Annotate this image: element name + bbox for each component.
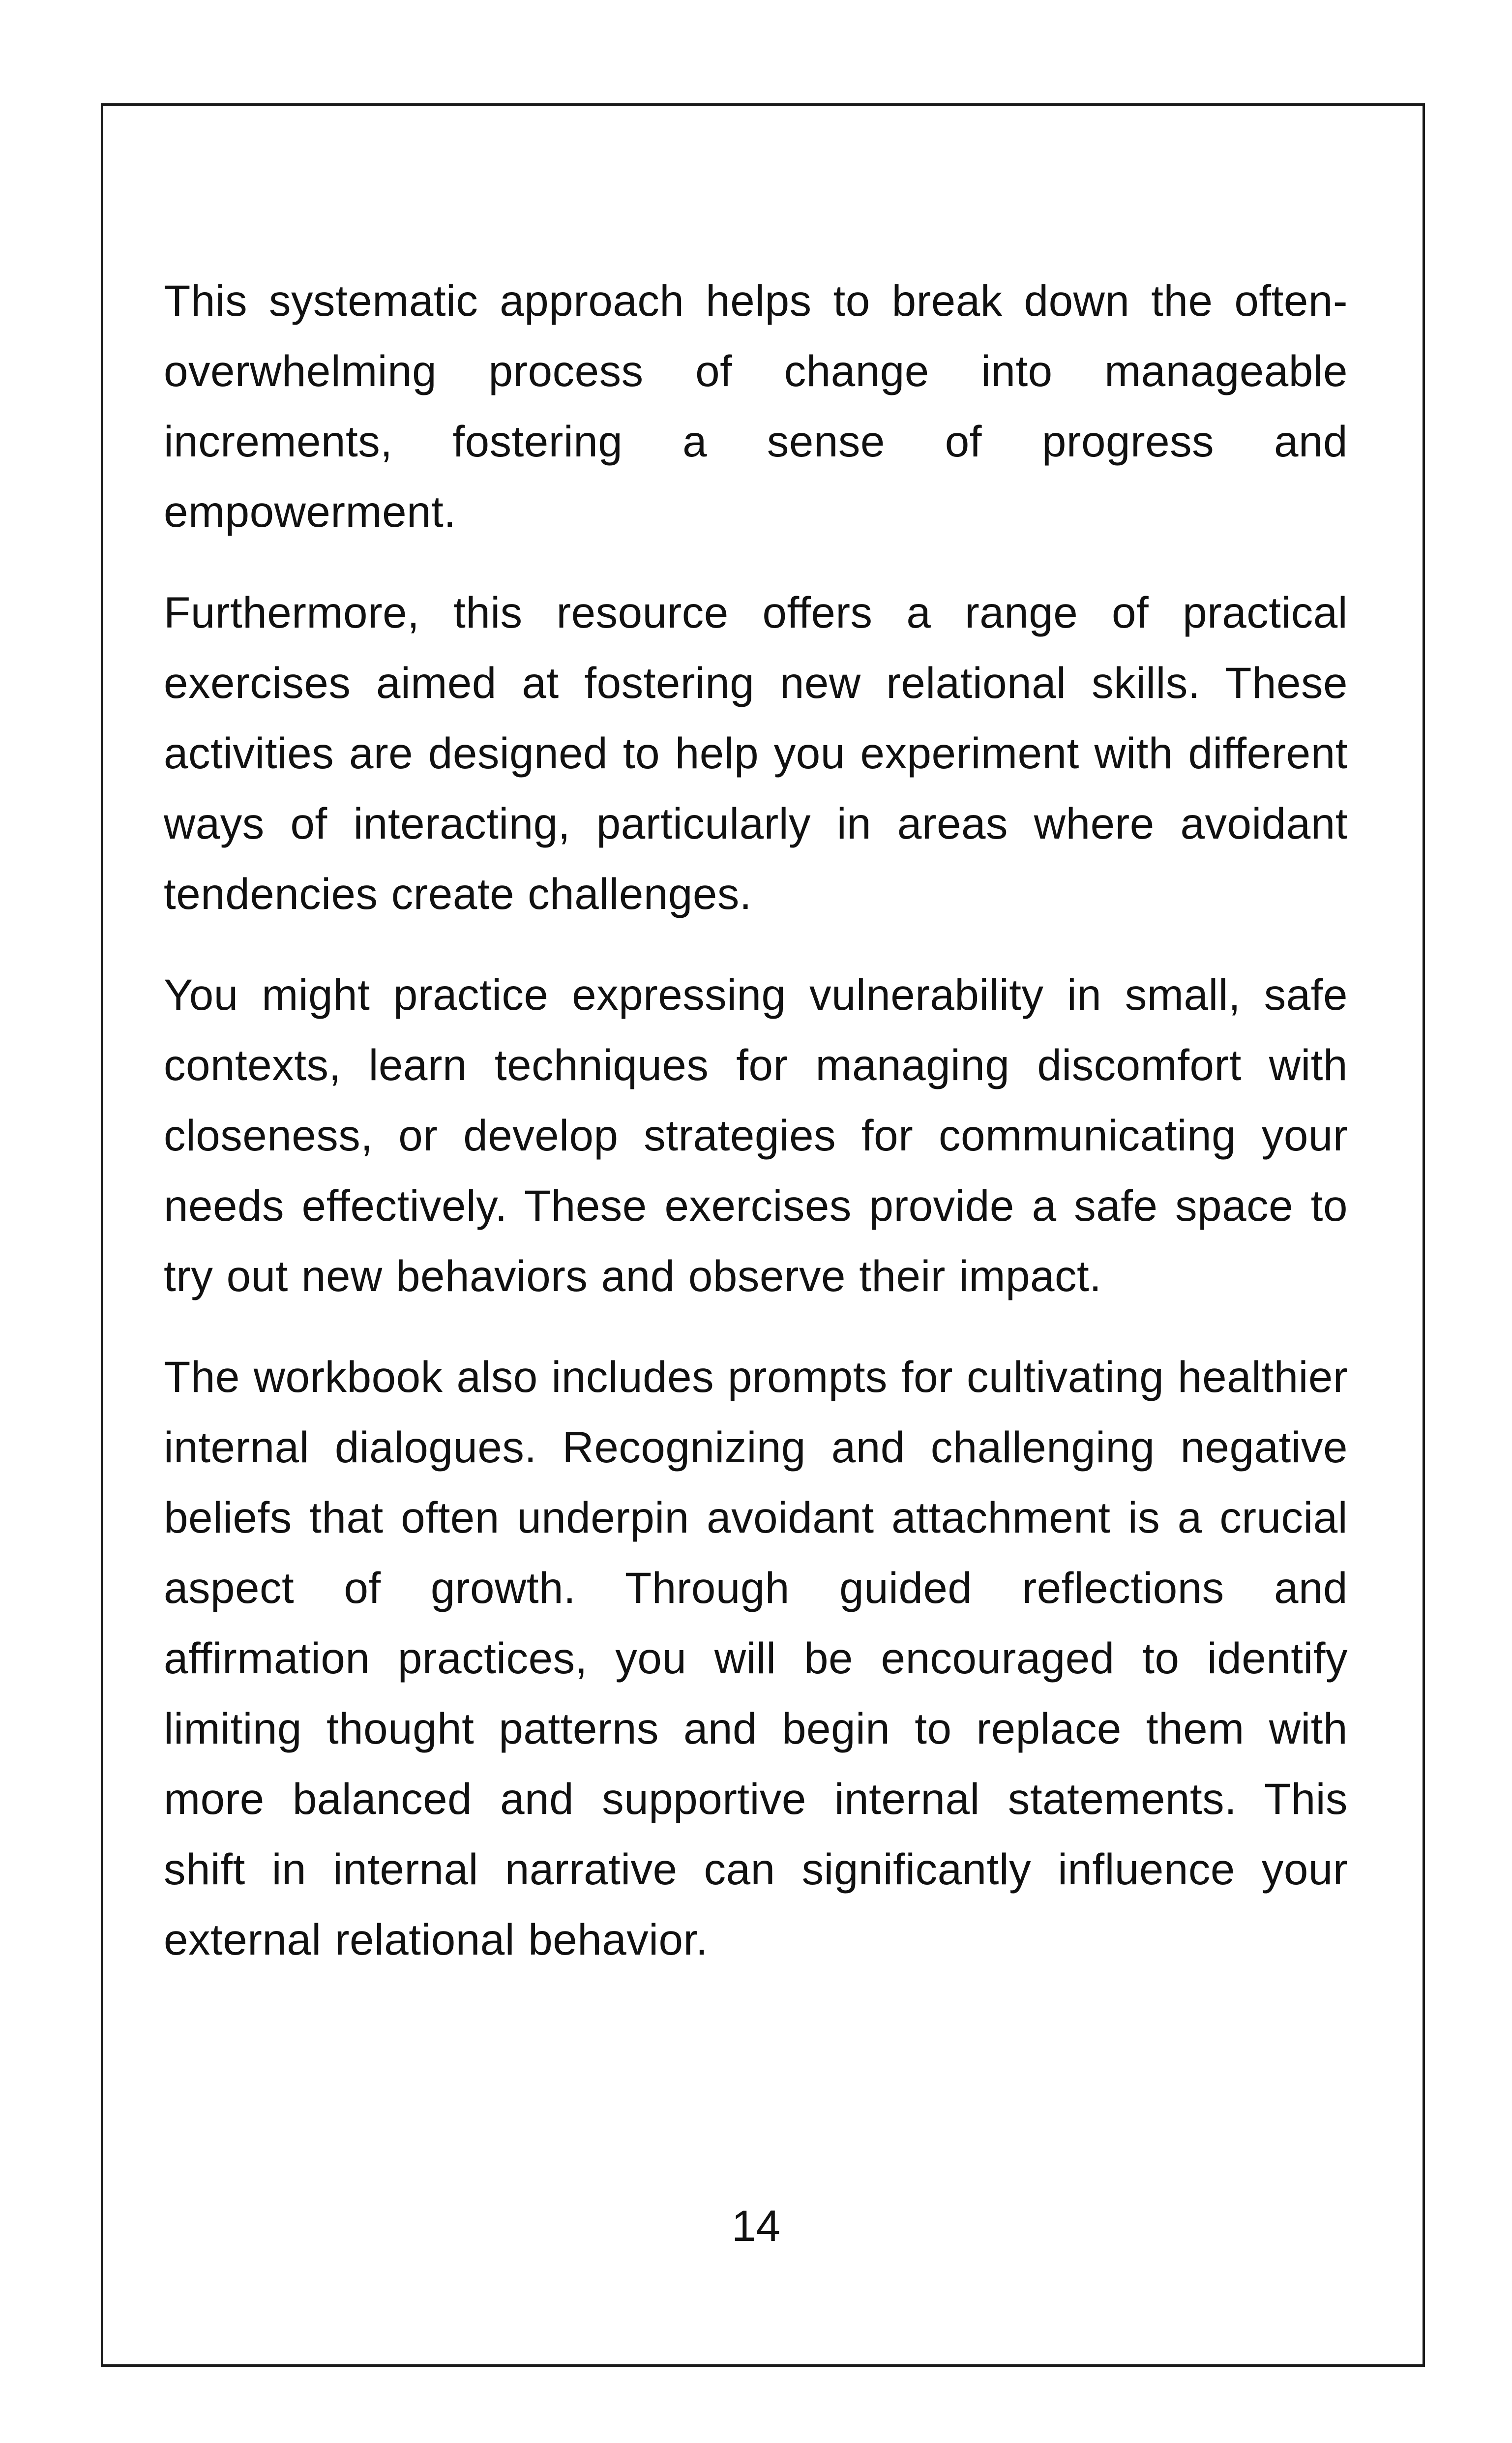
paragraph-2: Furthermore, this resource offers a range of practical exercises aimed at fostering new relational skills. These activities are designed to help you experiment with different ways of interacting, particularly in areas where avoidant tendencies create challenges. <box>164 588 1348 918</box>
paragraph-1: This systematic approach helps to break down the often-overwhelming process of change into manageable increments, fostering a sense of progress and empowerment. <box>164 276 1348 536</box>
page-number: 14 <box>732 2201 780 2250</box>
paragraph-3: You might practice expressing vulnerability in small, safe contexts, learn techniques for managing discomfort with closeness, or develop strategies for communicating your needs effectively. These exercises provide a safe space to try out new behaviors and observe their impact. <box>164 970 1348 1300</box>
paragraph-4: The workbook also includes prompts for cultivating healthier internal dialogues. Recognizing and challenging negative beliefs that often underpin avoidant attachment is a crucial aspect of growth. Through guided reflections and affirmation practices, you will be encouraged to identify limiting thought patterns and begin to replace them with more balanced and supportive internal statements. This shift in internal narrative can significantly influence your external relational behavior. <box>164 1352 1348 1964</box>
body-text <box>164 266 1348 2005</box>
